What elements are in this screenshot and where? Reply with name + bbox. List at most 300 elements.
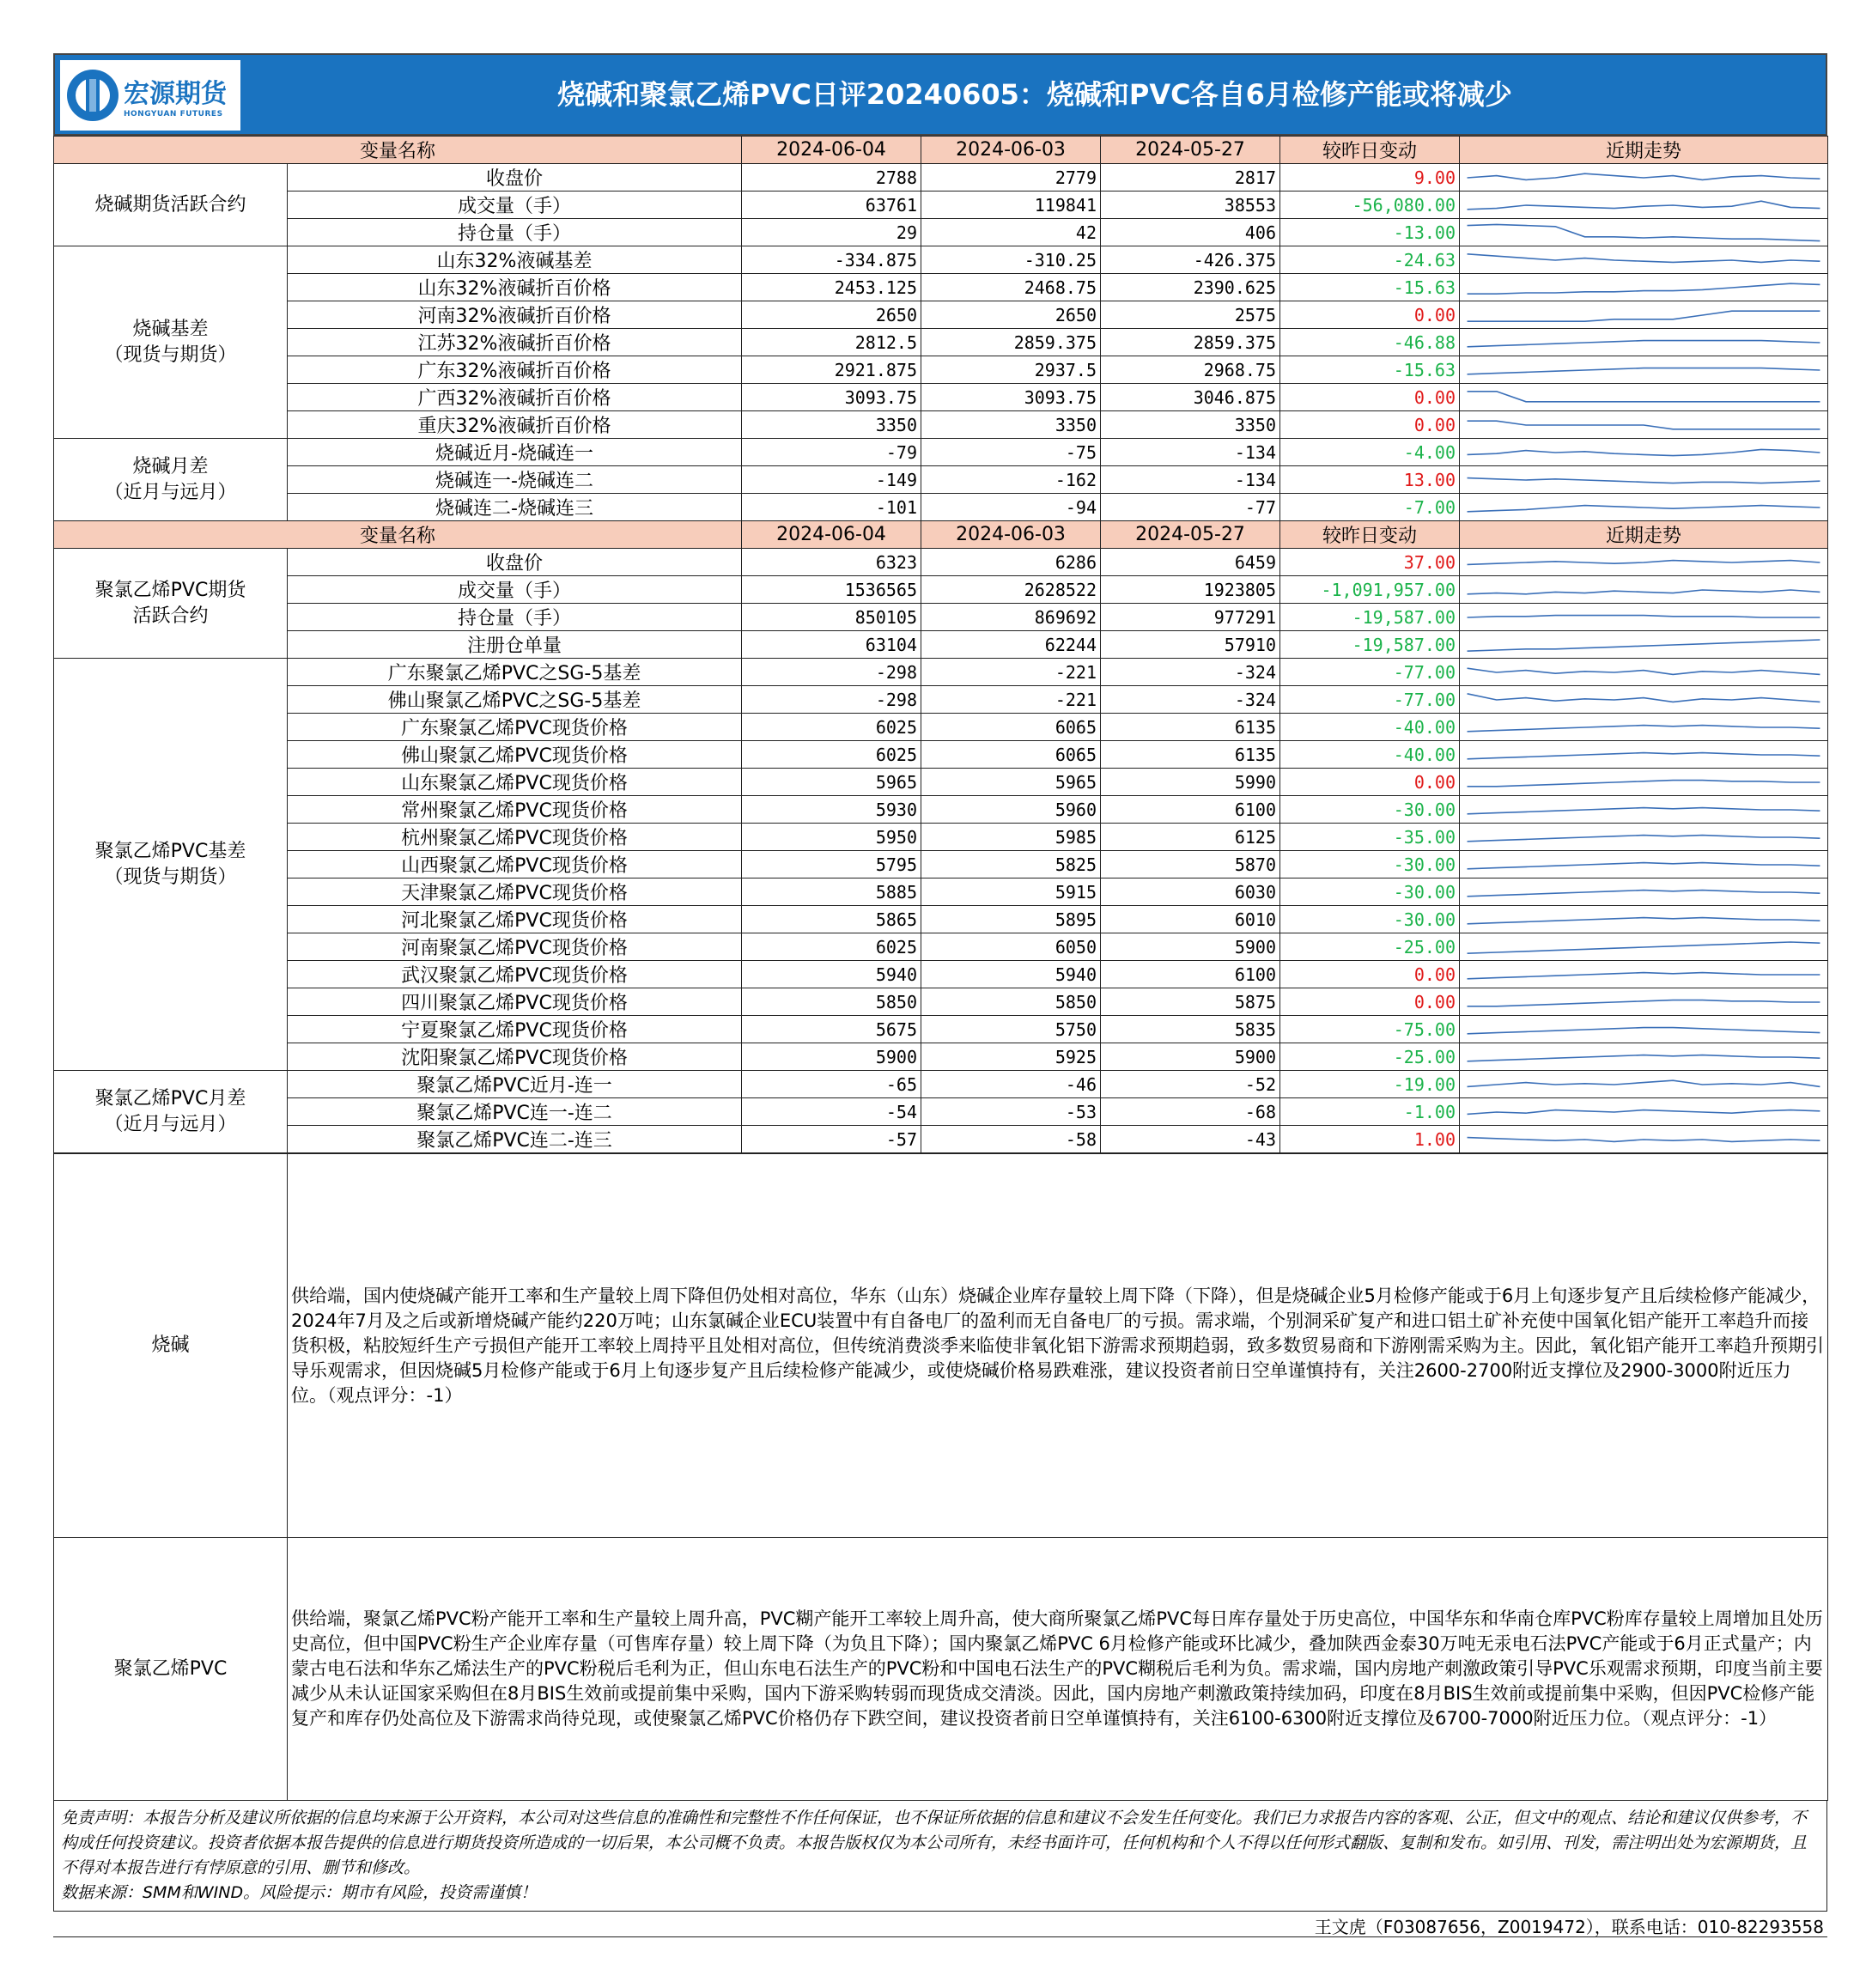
column-header-trend: 近期走势 bbox=[1460, 137, 1828, 164]
variable-name: 山西聚氯乙烯PVC现货价格 bbox=[288, 851, 742, 878]
trend-sparkline bbox=[1460, 741, 1828, 769]
value-date-3: -134 bbox=[1101, 466, 1280, 494]
column-header-date-1: 2024-06-04 bbox=[742, 521, 921, 549]
value-date-1: -298 bbox=[742, 686, 921, 714]
value-date-1: 6025 bbox=[742, 933, 921, 961]
table-row bbox=[54, 274, 1828, 301]
value-date-3: -77 bbox=[1101, 494, 1280, 521]
table-row bbox=[54, 824, 1828, 851]
value-date-2: -46 bbox=[921, 1071, 1101, 1098]
daily-change: 0.00 bbox=[1280, 384, 1460, 411]
column-header-date-2: 2024-06-03 bbox=[921, 137, 1101, 164]
trend-sparkline bbox=[1460, 686, 1828, 714]
sparkline-line bbox=[1468, 693, 1820, 702]
variable-name: 常州聚氯乙烯PVC现货价格 bbox=[288, 796, 742, 824]
value-date-2: 5985 bbox=[921, 824, 1101, 851]
trend-sparkline bbox=[1460, 439, 1828, 466]
daily-change: -7.00 bbox=[1280, 494, 1460, 521]
column-header-date-1: 2024-06-04 bbox=[742, 137, 921, 164]
value-date-1: 6025 bbox=[742, 714, 921, 741]
company-logo bbox=[60, 60, 240, 131]
commentary-table bbox=[53, 1153, 1828, 1801]
sparkline-line bbox=[1468, 224, 1820, 240]
sparkline-chart bbox=[1460, 495, 1827, 520]
table-row bbox=[54, 1043, 1828, 1071]
column-header-date-3: 2024-05-27 bbox=[1101, 521, 1280, 549]
value-date-1: -54 bbox=[742, 1098, 921, 1126]
value-date-3: -68 bbox=[1101, 1098, 1280, 1126]
value-date-3: 3046.875 bbox=[1101, 384, 1280, 411]
sparkline-chart bbox=[1460, 715, 1827, 739]
value-date-2: 5915 bbox=[921, 878, 1101, 906]
value-date-3: 6100 bbox=[1101, 961, 1280, 988]
sparkline-chart bbox=[1460, 166, 1827, 190]
table-row bbox=[54, 301, 1828, 329]
sparkline-chart bbox=[1460, 935, 1827, 959]
daily-change: -30.00 bbox=[1280, 851, 1460, 878]
trend-sparkline bbox=[1460, 988, 1828, 1016]
variable-name: 烧碱连一-烧碱连二 bbox=[288, 466, 742, 494]
value-date-3: 6135 bbox=[1101, 714, 1280, 741]
trend-sparkline bbox=[1460, 659, 1828, 686]
variable-name: 杭州聚氯乙烯PVC现货价格 bbox=[288, 824, 742, 851]
trend-sparkline bbox=[1460, 1043, 1828, 1071]
sparkline-line bbox=[1468, 615, 1820, 617]
value-date-2: 2468.75 bbox=[921, 274, 1101, 301]
value-date-1: 2650 bbox=[742, 301, 921, 329]
sparkline-line bbox=[1468, 173, 1820, 179]
sparkline-line bbox=[1468, 807, 1820, 813]
value-date-2: 2779 bbox=[921, 164, 1101, 192]
value-date-3: 5900 bbox=[1101, 1043, 1280, 1071]
daily-change: -30.00 bbox=[1280, 906, 1460, 933]
value-date-3: 6459 bbox=[1101, 549, 1280, 576]
trend-sparkline bbox=[1460, 411, 1828, 439]
value-date-3: 57910 bbox=[1101, 631, 1280, 659]
value-date-1: 5795 bbox=[742, 851, 921, 878]
trend-sparkline bbox=[1460, 274, 1828, 301]
column-header-change: 较昨日变动 bbox=[1280, 521, 1460, 549]
trend-sparkline bbox=[1460, 878, 1828, 906]
value-date-3: 2575 bbox=[1101, 301, 1280, 329]
daily-change: -25.00 bbox=[1280, 1043, 1460, 1071]
daily-change: 0.00 bbox=[1280, 988, 1460, 1016]
value-date-3: -426.375 bbox=[1101, 246, 1280, 274]
variable-name: 广东32%液碱折百价格 bbox=[288, 356, 742, 384]
daily-change: -46.88 bbox=[1280, 329, 1460, 356]
sparkline-line bbox=[1468, 1027, 1820, 1033]
hongyuan-logo-icon bbox=[65, 65, 120, 125]
value-date-3: 6100 bbox=[1101, 796, 1280, 824]
column-header-name: 变量名称 bbox=[54, 137, 742, 164]
value-date-3: 2859.375 bbox=[1101, 329, 1280, 356]
trend-sparkline bbox=[1460, 769, 1828, 796]
sparkline-chart bbox=[1460, 193, 1827, 217]
sparkline-line bbox=[1468, 942, 1820, 953]
sparkline-chart bbox=[1460, 605, 1827, 629]
variable-name: 沈阳聚氯乙烯PVC现货价格 bbox=[288, 1043, 742, 1071]
sparkline-chart bbox=[1460, 303, 1827, 327]
value-date-3: 977291 bbox=[1101, 604, 1280, 631]
sparkline-chart bbox=[1460, 468, 1827, 492]
table-row bbox=[54, 686, 1828, 714]
value-date-1: 5950 bbox=[742, 824, 921, 851]
value-date-3: 2968.75 bbox=[1101, 356, 1280, 384]
variable-name: 聚氯乙烯PVC连一-连二 bbox=[288, 1098, 742, 1126]
sparkline-chart bbox=[1460, 276, 1827, 300]
table-row bbox=[54, 1071, 1828, 1098]
group-label: 烧碱期货活跃合约 bbox=[54, 164, 288, 246]
variable-name: 广西32%液碱折百价格 bbox=[288, 384, 742, 411]
value-date-2: 2650 bbox=[921, 301, 1101, 329]
value-date-2: -221 bbox=[921, 659, 1101, 686]
variable-name: 广东聚氯乙烯PVC之SG-5基差 bbox=[288, 659, 742, 686]
value-date-1: -79 bbox=[742, 439, 921, 466]
sparkline-line bbox=[1468, 890, 1820, 896]
value-date-2: 5825 bbox=[921, 851, 1101, 878]
sparkline-line bbox=[1468, 1137, 1820, 1141]
value-date-1: 6323 bbox=[742, 549, 921, 576]
sparkline-line bbox=[1468, 253, 1820, 262]
group-label: 烧碱基差 （现货与期货） bbox=[54, 246, 288, 439]
value-date-1: -57 bbox=[742, 1126, 921, 1153]
value-date-2: 2859.375 bbox=[921, 329, 1101, 356]
value-date-3: 6010 bbox=[1101, 906, 1280, 933]
trend-sparkline bbox=[1460, 631, 1828, 659]
sparkline-line bbox=[1468, 972, 1820, 978]
sparkline-line bbox=[1468, 1055, 1820, 1061]
daily-change: -30.00 bbox=[1280, 796, 1460, 824]
trend-sparkline bbox=[1460, 796, 1828, 824]
daily-change: -35.00 bbox=[1280, 824, 1460, 851]
value-date-1: -65 bbox=[742, 1071, 921, 1098]
daily-change: 37.00 bbox=[1280, 549, 1460, 576]
value-date-2: 6286 bbox=[921, 549, 1101, 576]
table-row bbox=[54, 384, 1828, 411]
sparkline-line bbox=[1468, 201, 1820, 210]
variable-name: 注册仓单量 bbox=[288, 631, 742, 659]
trend-sparkline bbox=[1460, 714, 1828, 741]
value-date-2: -75 bbox=[921, 439, 1101, 466]
value-date-3: -134 bbox=[1101, 439, 1280, 466]
trend-sparkline bbox=[1460, 219, 1828, 246]
group-label: 聚氯乙烯PVC基差 （现货与期货） bbox=[54, 659, 288, 1071]
value-date-2: 5895 bbox=[921, 906, 1101, 933]
table-row bbox=[54, 933, 1828, 961]
value-date-3: 1923805 bbox=[1101, 576, 1280, 604]
commentary-row-pvc bbox=[54, 1538, 1828, 1801]
variable-name: 持仓量（手） bbox=[288, 604, 742, 631]
sparkline-chart bbox=[1460, 441, 1827, 465]
table-row bbox=[54, 164, 1828, 192]
sparkline-chart bbox=[1460, 770, 1827, 794]
column-header-row bbox=[54, 521, 1828, 549]
value-date-2: 2628522 bbox=[921, 576, 1101, 604]
commentary-label: 烧碱 bbox=[54, 1154, 288, 1538]
value-date-1: 2921.875 bbox=[742, 356, 921, 384]
value-date-2: -221 bbox=[921, 686, 1101, 714]
sparkline-chart bbox=[1460, 880, 1827, 904]
trend-sparkline bbox=[1460, 906, 1828, 933]
sparkline-chart bbox=[1460, 1045, 1827, 1069]
trend-sparkline bbox=[1460, 494, 1828, 521]
daily-change: -1.00 bbox=[1280, 1098, 1460, 1126]
sparkline-line bbox=[1468, 590, 1820, 594]
table-row bbox=[54, 1126, 1828, 1153]
daily-change: -75.00 bbox=[1280, 1016, 1460, 1043]
sparkline-line bbox=[1468, 368, 1820, 374]
sparkline-line bbox=[1468, 1110, 1820, 1114]
sparkline-line bbox=[1468, 640, 1820, 651]
value-date-1: 5930 bbox=[742, 796, 921, 824]
value-date-2: 2937.5 bbox=[921, 356, 1101, 384]
trend-sparkline bbox=[1460, 604, 1828, 631]
table-row bbox=[54, 576, 1828, 604]
sparkline-line bbox=[1468, 311, 1820, 321]
table-row bbox=[54, 659, 1828, 686]
daily-change: -25.00 bbox=[1280, 933, 1460, 961]
daily-change: -19,587.00 bbox=[1280, 604, 1460, 631]
value-date-3: -43 bbox=[1101, 1126, 1280, 1153]
group-label: 聚氯乙烯PVC期货 活跃合约 bbox=[54, 549, 288, 659]
table-row bbox=[54, 906, 1828, 933]
sparkline-chart bbox=[1460, 743, 1827, 767]
value-date-2: 5940 bbox=[921, 961, 1101, 988]
value-date-3: 5835 bbox=[1101, 1016, 1280, 1043]
commentary-row-caustic-soda bbox=[54, 1154, 1828, 1538]
column-header-name: 变量名称 bbox=[54, 521, 742, 549]
daily-change: 13.00 bbox=[1280, 466, 1460, 494]
trend-sparkline bbox=[1460, 549, 1828, 576]
daily-change: 0.00 bbox=[1280, 961, 1460, 988]
trend-sparkline bbox=[1460, 466, 1828, 494]
table-row bbox=[54, 851, 1828, 878]
trend-sparkline bbox=[1460, 1016, 1828, 1043]
variable-name: 山东32%液碱折百价格 bbox=[288, 274, 742, 301]
daily-change: -77.00 bbox=[1280, 659, 1460, 686]
daily-change: 0.00 bbox=[1280, 301, 1460, 329]
value-date-1: 29 bbox=[742, 219, 921, 246]
value-date-2: 42 bbox=[921, 219, 1101, 246]
daily-change: -40.00 bbox=[1280, 714, 1460, 741]
table-row bbox=[54, 769, 1828, 796]
sparkline-line bbox=[1468, 668, 1820, 674]
sparkline-chart bbox=[1460, 1128, 1827, 1152]
sparkline-chart bbox=[1460, 358, 1827, 382]
sparkline-chart bbox=[1460, 825, 1827, 849]
trend-sparkline bbox=[1460, 356, 1828, 384]
daily-change: -4.00 bbox=[1280, 439, 1460, 466]
table-row bbox=[54, 192, 1828, 219]
daily-change: 0.00 bbox=[1280, 411, 1460, 439]
variable-name: 四川聚氯乙烯PVC现货价格 bbox=[288, 988, 742, 1016]
value-date-1: 2812.5 bbox=[742, 329, 921, 356]
group-label: 聚氯乙烯PVC月差 （近月与远月） bbox=[54, 1071, 288, 1153]
sparkline-chart bbox=[1460, 1018, 1827, 1042]
disclaimer bbox=[53, 1801, 1827, 1912]
value-date-1: 5900 bbox=[742, 1043, 921, 1071]
variable-name: 江苏32%液碱折百价格 bbox=[288, 329, 742, 356]
value-date-2: -94 bbox=[921, 494, 1101, 521]
table-row bbox=[54, 878, 1828, 906]
sparkline-chart bbox=[1460, 1100, 1827, 1124]
variable-name: 河南聚氯乙烯PVC现货价格 bbox=[288, 933, 742, 961]
table-row bbox=[54, 329, 1828, 356]
table-row bbox=[54, 356, 1828, 384]
value-date-2: -310.25 bbox=[921, 246, 1101, 274]
trend-sparkline bbox=[1460, 824, 1828, 851]
sparkline-chart bbox=[1460, 550, 1827, 575]
daily-change: -13.00 bbox=[1280, 219, 1460, 246]
sparkline-chart bbox=[1460, 248, 1827, 272]
value-date-1: 5850 bbox=[742, 988, 921, 1016]
sparkline-chart bbox=[1460, 1073, 1827, 1097]
sparkline-line bbox=[1468, 505, 1820, 511]
table-row bbox=[54, 961, 1828, 988]
value-date-2: -53 bbox=[921, 1098, 1101, 1126]
sparkline-line bbox=[1468, 862, 1820, 868]
sparkline-line bbox=[1468, 283, 1820, 294]
value-date-3: 2390.625 bbox=[1101, 274, 1280, 301]
value-date-2: 869692 bbox=[921, 604, 1101, 631]
sparkline-chart bbox=[1460, 990, 1827, 1014]
value-date-3: -52 bbox=[1101, 1071, 1280, 1098]
value-date-3: 5875 bbox=[1101, 988, 1280, 1016]
sparkline-line bbox=[1468, 1000, 1820, 1006]
value-date-3: 5990 bbox=[1101, 769, 1280, 796]
value-date-1: 2453.125 bbox=[742, 274, 921, 301]
sparkline-chart bbox=[1460, 853, 1827, 877]
value-date-1: -334.875 bbox=[742, 246, 921, 274]
value-date-1: 5675 bbox=[742, 1016, 921, 1043]
variable-name: 武汉聚氯乙烯PVC现货价格 bbox=[288, 961, 742, 988]
value-date-2: 6050 bbox=[921, 933, 1101, 961]
sparkline-line bbox=[1468, 1080, 1820, 1086]
variable-name: 收盘价 bbox=[288, 549, 742, 576]
sparkline-chart bbox=[1460, 221, 1827, 245]
value-date-1: -298 bbox=[742, 659, 921, 686]
variable-name: 收盘价 bbox=[288, 164, 742, 192]
daily-change: 0.00 bbox=[1280, 769, 1460, 796]
sparkline-chart bbox=[1460, 331, 1827, 355]
value-date-3: 38553 bbox=[1101, 192, 1280, 219]
daily-change: -56,080.00 bbox=[1280, 192, 1460, 219]
sparkline-chart bbox=[1460, 798, 1827, 822]
variable-name: 广东聚氯乙烯PVC现货价格 bbox=[288, 714, 742, 741]
trend-sparkline bbox=[1460, 164, 1828, 192]
value-date-1: 5865 bbox=[742, 906, 921, 933]
data-source: 数据来源：SMM和WIND。风险提示：期市有风险，投资需谨慎！ bbox=[61, 1883, 538, 1902]
sparkline-line bbox=[1468, 449, 1820, 455]
table-row bbox=[54, 219, 1828, 246]
table-row bbox=[54, 439, 1828, 466]
logo-text-cn: 宏源期货 bbox=[124, 79, 227, 109]
value-date-1: 63761 bbox=[742, 192, 921, 219]
value-date-2: 3093.75 bbox=[921, 384, 1101, 411]
table-row bbox=[54, 1016, 1828, 1043]
value-date-2: 5750 bbox=[921, 1016, 1101, 1043]
variable-name: 河南32%液碱折百价格 bbox=[288, 301, 742, 329]
sparkline-chart bbox=[1460, 908, 1827, 932]
value-date-2: -58 bbox=[921, 1126, 1101, 1153]
sparkline-chart bbox=[1460, 660, 1827, 684]
daily-change: 1.00 bbox=[1280, 1126, 1460, 1153]
column-header-change: 较昨日变动 bbox=[1280, 137, 1460, 164]
sparkline-chart bbox=[1460, 963, 1827, 987]
value-date-1: 2788 bbox=[742, 164, 921, 192]
variable-name: 聚氯乙烯PVC近月-连一 bbox=[288, 1071, 742, 1098]
table-row bbox=[54, 741, 1828, 769]
variable-name: 聚氯乙烯PVC连二-连三 bbox=[288, 1126, 742, 1153]
value-date-3: 406 bbox=[1101, 219, 1280, 246]
commentary-text: 供给端，国内使烧碱产能开工率和生产量较上周下降但仍处相对高位，华东（山东）烧碱企业库存量较上周下降（下降），但是烧碱企业5月检修产能或于6月上旬逐步复产且后续检修产能减少，2024年7月及之后或新增烧碱产能约220万吨；山东氯碱企业ECU装置中有自备电厂的盈利而无自备电厂的亏损。需求端，个别洞采矿复产和进口铝土矿补充使中国氧化铝产能开工率趋升而接货积极，粘胶短纤生产亏损但产能开工率较上周持平且处相对高位，但传统消费淡季来临使非氧化铝下游需求预期趋弱，致多数贸易商和下游刚需采购为主。因此，氧化铝产能开工率趋升预期引导乐观需求，但因烧碱5月检修产能或于6月上旬逐步复产且后续检修产能减少，或使烧碱价格易跌难涨，建议投资者前日空单谨慎持有，关注2600-2700附近支撑位及2900-3000附近压力位。（观点评分：-1） bbox=[288, 1154, 1828, 1538]
sparkline-chart bbox=[1460, 633, 1827, 657]
logo-text-en: HONGYUAN FUTURES bbox=[124, 110, 223, 119]
value-date-1: -101 bbox=[742, 494, 921, 521]
column-header-row bbox=[54, 137, 1828, 164]
disclaimer-text: 免责声明：本报告分析及建议所依据的信息均来源于公开资料，本公司对这些信息的准确性和完整性不作任何保证，也不保证所依据的信息和建议不会发生任何变化。我们已力求报告内容的客观、公正，但文中的观点、结论和建议仅供参考，不构成任何投资建议。投资者依据本报告提供的信息进行期货投资所造成的一切后果，本公司概不负责。本报告版权仅为本公司所有，未经书面许可，任何机构和个人不得以任何形式翻版、复制和发布。如引用、刊发，需注明出处为宏源期货，且不得对本报告进行有悖原意的引用、删节和修改。 bbox=[61, 1809, 1808, 1877]
sparkline-line bbox=[1468, 780, 1820, 786]
daily-change: -15.63 bbox=[1280, 356, 1460, 384]
sparkline-line bbox=[1468, 391, 1820, 401]
value-date-1: 1536565 bbox=[742, 576, 921, 604]
trend-sparkline bbox=[1460, 246, 1828, 274]
value-date-2: 6065 bbox=[921, 741, 1101, 769]
table-row bbox=[54, 631, 1828, 659]
trend-sparkline bbox=[1460, 192, 1828, 219]
value-date-2: 119841 bbox=[921, 192, 1101, 219]
table-row bbox=[54, 411, 1828, 439]
report-sheet bbox=[53, 53, 1827, 1937]
value-date-2: 62244 bbox=[921, 631, 1101, 659]
daily-change: -77.00 bbox=[1280, 686, 1460, 714]
table-row bbox=[54, 988, 1828, 1016]
value-date-1: 6025 bbox=[742, 741, 921, 769]
table-row bbox=[54, 1098, 1828, 1126]
report-title: 烧碱和聚氯乙烯PVC日评20240605：烧碱和PVC各自6月检修产能或将减少 bbox=[557, 78, 1512, 111]
trend-sparkline bbox=[1460, 329, 1828, 356]
value-date-3: 2817 bbox=[1101, 164, 1280, 192]
variable-name: 烧碱连二-烧碱连三 bbox=[288, 494, 742, 521]
variable-name: 山东聚氯乙烯PVC现货价格 bbox=[288, 769, 742, 796]
value-date-1: -149 bbox=[742, 466, 921, 494]
variable-name: 重庆32%液碱折百价格 bbox=[288, 411, 742, 439]
sparkline-line bbox=[1468, 835, 1820, 841]
value-date-3: 6030 bbox=[1101, 878, 1280, 906]
group-label: 烧碱月差 （近月与远月） bbox=[54, 439, 288, 521]
trend-sparkline bbox=[1460, 851, 1828, 878]
sparkline-chart bbox=[1460, 413, 1827, 437]
commentary-text: 供给端，聚氯乙烯PVC粉产能开工率和生产量较上周升高，PVC糊产能开工率较上周升高，使大商所聚氯乙烯PVC每日库存量处于历史高位，中国华东和华南仓库PVC粉库存量较上周增加且处历史高位，但中国PVC粉生产企业库存量（可售库存量）较上周下降（为负且下降）；国内聚氯乙烯PVC 6月检修产能或环比减少，叠加陕西金泰30万吨无汞电石法PVC产能或于6月正式量产；内蒙古电石法和华东乙烯法生产的PVC粉税后毛利为正，但山东电石法生产的PVC粉和中国电石法生产的PVC糊税后毛利为负。需求端，国内房地产刺激政策引导PVC乐观需求预期，印度当前主要减少从未认证国家采购但在8月BIS生效前或提前集中采购，国内下游采购转弱而现货成交清淡。因此，国内房地产刺激政策持续加码，印度在8月BIS生效前或提前集中采购，但因PVC检修产能复产和库存仍处高位及下游需求尚待兑现，或使聚氯乙烯PVC价格仍存下跌空间，建议投资者前日空单谨慎持有，关注6100-6300附近支撑位及6700-7000附近压力位。（观点评分：-1） bbox=[288, 1538, 1828, 1801]
trend-sparkline bbox=[1460, 301, 1828, 329]
value-date-3: 3350 bbox=[1101, 411, 1280, 439]
trend-sparkline bbox=[1460, 384, 1828, 411]
variable-name: 烧碱近月-烧碱连一 bbox=[288, 439, 742, 466]
sparkline-line bbox=[1468, 917, 1820, 923]
report-header bbox=[53, 53, 1827, 136]
commentary-label: 聚氯乙烯PVC bbox=[54, 1538, 288, 1801]
trend-sparkline bbox=[1460, 1126, 1828, 1153]
column-header-date-2: 2024-06-03 bbox=[921, 521, 1101, 549]
daily-change: -30.00 bbox=[1280, 878, 1460, 906]
variable-name: 天津聚氯乙烯PVC现货价格 bbox=[288, 878, 742, 906]
value-date-2: 5960 bbox=[921, 796, 1101, 824]
value-date-1: 5940 bbox=[742, 961, 921, 988]
value-date-2: 5965 bbox=[921, 769, 1101, 796]
daily-change: -40.00 bbox=[1280, 741, 1460, 769]
value-date-3: 6135 bbox=[1101, 741, 1280, 769]
value-date-2: 5850 bbox=[921, 988, 1101, 1016]
